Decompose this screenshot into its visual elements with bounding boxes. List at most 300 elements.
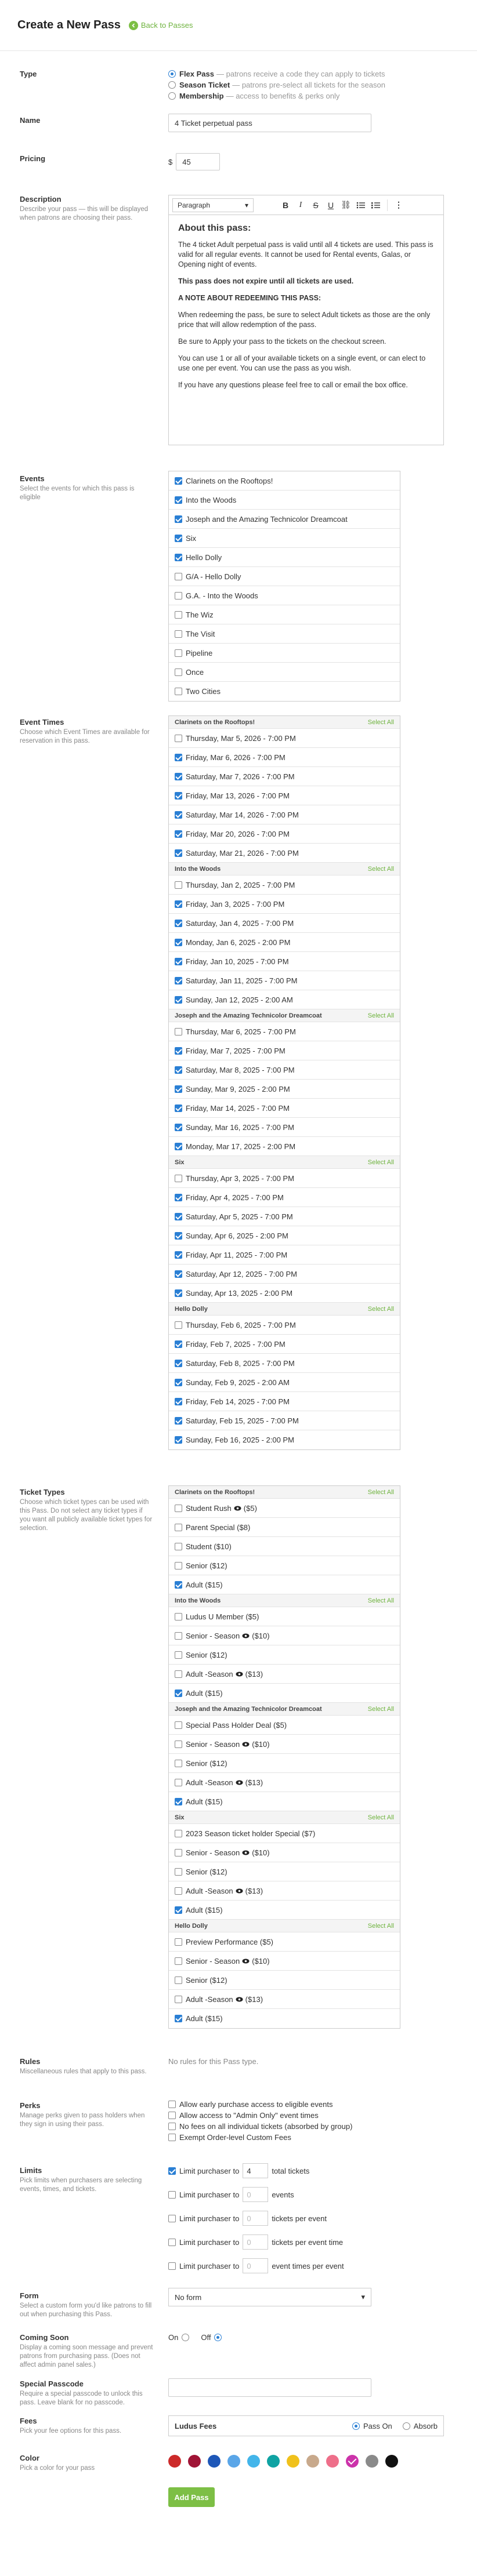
- checkbox[interactable]: [175, 1251, 182, 1259]
- perk-option[interactable]: [168, 2122, 400, 2131]
- checkbox[interactable]: [175, 1436, 182, 1444]
- event-time-label: Friday, Apr 11, 2025 - 7:00 PM: [186, 1250, 288, 1259]
- hidden-eye-icon: [236, 1997, 243, 2002]
- color-label: Color: [20, 2454, 39, 2462]
- ticket-type-item[interactable]: [169, 1518, 400, 1537]
- event-time-label: Friday, Mar 6, 2026 - 7:00 PM: [186, 753, 286, 762]
- event-checkbox-item[interactable]: [169, 624, 400, 644]
- ticket-type-item[interactable]: [169, 1932, 400, 1952]
- hidden-eye-icon: [242, 1959, 250, 1964]
- event-time-item[interactable]: [169, 914, 400, 933]
- checkbox[interactable]: [175, 1651, 182, 1659]
- ticket-type-item[interactable]: [169, 1607, 400, 1626]
- event-time-item[interactable]: [169, 1392, 400, 1411]
- event-time-item[interactable]: [169, 844, 400, 863]
- perk-label: Exempt Order-level Custom Fees: [179, 2133, 291, 2142]
- checkbox[interactable]: [175, 1505, 182, 1512]
- checkbox[interactable]: [175, 1047, 182, 1055]
- select-all-link[interactable]: Select All: [367, 1597, 394, 1604]
- event-checkbox-item[interactable]: [169, 529, 400, 548]
- editor-paragraph: This pass does not expire until all tickets are used.: [178, 277, 354, 285]
- select-all-link[interactable]: Select All: [367, 1488, 394, 1496]
- event-time-item[interactable]: [169, 824, 400, 844]
- ticket-type-label: 2023 Season ticket holder Special ($7): [186, 1829, 316, 1838]
- ticket-type-item[interactable]: [169, 1645, 400, 1665]
- event-times-list: [168, 715, 400, 1450]
- type-option[interactable]: [168, 70, 400, 78]
- event-checkbox-item[interactable]: [169, 586, 400, 605]
- ticket-type-item[interactable]: [169, 1754, 400, 1773]
- color-swatch[interactable]: [227, 2455, 240, 2468]
- select-all-link[interactable]: Select All: [367, 1012, 394, 1019]
- checkbox[interactable]: [168, 2101, 176, 2108]
- event-time-item[interactable]: [169, 1169, 400, 1188]
- checkbox[interactable]: [175, 1957, 182, 1965]
- absorb-radio[interactable]: [403, 2422, 410, 2430]
- ticket-type-item[interactable]: [169, 1901, 400, 1920]
- event-time-item[interactable]: [169, 1284, 400, 1303]
- form-select-value: No form: [175, 2292, 202, 2302]
- ticket-type-item[interactable]: [169, 1971, 400, 1990]
- pass-on-radio[interactable]: [352, 2422, 360, 2430]
- coming-soon-off-label: Off: [201, 2333, 211, 2342]
- limit-number-input[interactable]: 0: [243, 2187, 268, 2202]
- event-time-item[interactable]: [169, 805, 400, 824]
- ticket-type-label: Adult ($15): [186, 1797, 223, 1806]
- event-time-item[interactable]: [169, 990, 400, 1009]
- event-time-label: Saturday, Mar 21, 2026 - 7:00 PM: [186, 848, 299, 858]
- event-time-item[interactable]: [169, 767, 400, 786]
- limit-row: [168, 2210, 400, 2226]
- event-time-label: Thursday, Apr 3, 2025 - 7:00 PM: [186, 1173, 294, 1183]
- checkbox[interactable]: [175, 1613, 182, 1621]
- ticket-type-label: Student Rush: [186, 1503, 232, 1513]
- checkbox[interactable]: [175, 830, 182, 838]
- ticket-type-item[interactable]: [169, 1881, 400, 1901]
- limit-checkbox[interactable]: [168, 2239, 176, 2246]
- color-swatch[interactable]: [168, 2455, 181, 2468]
- currency-symbol: $: [168, 157, 173, 166]
- color-swatch[interactable]: [267, 2455, 280, 2468]
- name-input[interactable]: 4 Ticket perpetual pass: [168, 114, 371, 132]
- event-time-item[interactable]: [169, 1226, 400, 1245]
- checkbox[interactable]: [175, 1194, 182, 1201]
- description-help: Describe your pass — this will be displayed when patrons are choosing their pass.: [20, 206, 149, 221]
- ticket-type-item[interactable]: [169, 1843, 400, 1862]
- checkbox[interactable]: [175, 649, 182, 657]
- name-label: Name: [20, 116, 41, 125]
- event-checkbox-item[interactable]: [169, 548, 400, 567]
- checkbox[interactable]: [175, 1270, 182, 1278]
- ticket-type-item[interactable]: [169, 1575, 400, 1594]
- more-options-icon[interactable]: ⋮: [395, 200, 403, 209]
- event-checkbox-item[interactable]: [169, 682, 400, 701]
- type-option-name: Flex Pass: [179, 70, 214, 78]
- event-checkbox-item[interactable]: [169, 510, 400, 529]
- ticket-type-item[interactable]: [169, 2009, 400, 2028]
- color-swatch[interactable]: [208, 2455, 221, 2468]
- event-times-label: Event Times: [20, 718, 64, 726]
- ticket-group-header: [169, 1594, 400, 1607]
- checkbox[interactable]: [175, 535, 182, 542]
- ticket-type-label: Adult -Season: [186, 1886, 233, 1895]
- checkbox[interactable]: [175, 1066, 182, 1074]
- event-time-item[interactable]: [169, 875, 400, 895]
- ticket-type-label: Student ($10): [186, 1542, 232, 1551]
- limit-number-input[interactable]: 4: [243, 2163, 268, 2178]
- limit-prefix: Limit purchaser to: [179, 2261, 240, 2270]
- perk-option[interactable]: [168, 2133, 400, 2142]
- type-radio[interactable]: [168, 81, 176, 89]
- event-time-label: Saturday, Mar 14, 2026 - 7:00 PM: [186, 810, 299, 819]
- limit-checkbox[interactable]: [168, 2262, 176, 2270]
- checkbox[interactable]: [175, 1760, 182, 1767]
- color-swatch[interactable]: [188, 2455, 201, 2468]
- ticket-type-item[interactable]: [169, 1556, 400, 1575]
- event-time-item[interactable]: [169, 1099, 400, 1118]
- event-label: Joseph and the Amazing Technicolor Dreamcoat: [186, 514, 348, 524]
- ticket-type-item[interactable]: [169, 1716, 400, 1735]
- checkbox[interactable]: [175, 1721, 182, 1729]
- select-all-link[interactable]: Select All: [367, 1922, 394, 1930]
- checkbox[interactable]: [175, 920, 182, 927]
- checkbox[interactable]: [175, 1321, 182, 1329]
- ticket-types-list: [168, 1485, 400, 2029]
- event-time-label: Monday, Jan 6, 2025 - 2:00 PM: [186, 938, 291, 947]
- editor-paragraph: When redeeming the pass, be sure to select Adult tickets as those are the only price that will allow redemption of the pass.: [178, 311, 431, 329]
- event-checkbox-item[interactable]: [169, 567, 400, 586]
- events-label: Events: [20, 474, 45, 483]
- event-time-item[interactable]: [169, 1137, 400, 1156]
- event-time-item[interactable]: [169, 971, 400, 990]
- event-checkbox-item[interactable]: [169, 491, 400, 510]
- ticket-type-label: Adult -Season: [186, 1778, 233, 1787]
- description-editor: [168, 195, 444, 445]
- event-checkbox-item[interactable]: [169, 605, 400, 624]
- event-time-item[interactable]: [169, 1207, 400, 1226]
- limits-label: Limits: [20, 2166, 42, 2175]
- event-time-label: Friday, Jan 3, 2025 - 7:00 PM: [186, 899, 285, 909]
- add-pass-button[interactable]: Add Pass: [168, 2487, 215, 2507]
- event-time-item[interactable]: [169, 786, 400, 805]
- type-option-desc: — patrons pre-select all tickets for the season: [232, 81, 385, 89]
- checkbox[interactable]: [175, 1104, 182, 1112]
- checkbox[interactable]: [175, 1690, 182, 1697]
- checkbox[interactable]: [168, 2123, 176, 2130]
- ticket-type-price: ($10): [252, 1956, 270, 1965]
- event-time-label: Friday, Jan 10, 2025 - 7:00 PM: [186, 957, 289, 966]
- checkbox[interactable]: [175, 592, 182, 600]
- color-swatch[interactable]: [326, 2455, 339, 2468]
- event-time-item[interactable]: [169, 1316, 400, 1335]
- ticket-type-item[interactable]: [169, 1952, 400, 1971]
- checkbox[interactable]: [175, 811, 182, 819]
- underline-button[interactable]: U: [327, 200, 334, 210]
- checkbox[interactable]: [175, 1562, 182, 1569]
- event-time-item[interactable]: [169, 1411, 400, 1430]
- checkbox[interactable]: [175, 688, 182, 695]
- event-label: Once: [186, 667, 204, 677]
- checkbox[interactable]: [175, 1741, 182, 1748]
- limit-suffix: tickets per event: [272, 2214, 327, 2223]
- checkbox[interactable]: [175, 1849, 182, 1856]
- toolbar-divider: [387, 199, 388, 211]
- passcode-label: Special Passcode: [20, 2379, 84, 2388]
- ticket-type-item[interactable]: [169, 1862, 400, 1881]
- perk-label: Allow early purchase access to eligible events: [179, 2100, 333, 2109]
- checkbox[interactable]: [175, 1524, 182, 1531]
- event-time-item[interactable]: [169, 1022, 400, 1041]
- ticket-types-label: Ticket Types: [20, 1488, 65, 1496]
- perk-label: No fees on all individual tickets (absorbed by group): [179, 2122, 353, 2131]
- event-time-item[interactable]: [169, 1373, 400, 1392]
- limit-checkbox[interactable]: [168, 2167, 176, 2175]
- event-time-item[interactable]: [169, 1118, 400, 1137]
- paragraph-style-select[interactable]: Paragraph ▾: [172, 198, 254, 212]
- checkbox[interactable]: [175, 1360, 182, 1367]
- type-option[interactable]: [168, 92, 400, 100]
- checkbox[interactable]: [175, 792, 182, 800]
- color-swatch[interactable]: [385, 2455, 398, 2468]
- checkbox[interactable]: [175, 939, 182, 946]
- checkbox[interactable]: [175, 668, 182, 676]
- event-time-item[interactable]: [169, 1354, 400, 1373]
- type-radio[interactable]: [168, 92, 176, 100]
- color-swatch[interactable]: [287, 2455, 299, 2468]
- event-time-item[interactable]: [169, 1060, 400, 1080]
- select-all-link[interactable]: Select All: [367, 718, 394, 726]
- perk-option[interactable]: [168, 2100, 400, 2109]
- ticket-type-item[interactable]: [169, 1499, 400, 1518]
- checkbox[interactable]: [175, 2015, 182, 2022]
- numbered-list-icon[interactable]: [368, 198, 384, 212]
- event-time-label: Friday, Mar 20, 2026 - 7:00 PM: [186, 829, 290, 838]
- checkbox[interactable]: [175, 1213, 182, 1220]
- strikethrough-button[interactable]: S: [313, 200, 319, 210]
- event-label: Six: [186, 533, 197, 543]
- checkbox[interactable]: [175, 611, 182, 619]
- form-select[interactable]: [168, 2288, 371, 2306]
- limit-row: [168, 2258, 400, 2274]
- event-time-item[interactable]: [169, 952, 400, 971]
- event-time-item[interactable]: [169, 895, 400, 914]
- event-time-item[interactable]: [169, 1188, 400, 1207]
- event-time-item[interactable]: [169, 1430, 400, 1449]
- editor-paragraph: You can use 1 or all of your available tickets on a single event, or can elect to use one per event. You can use the pass as you wish.: [178, 354, 426, 372]
- checkbox[interactable]: [175, 1868, 182, 1876]
- event-label: G/A - Hello Dolly: [186, 572, 241, 581]
- event-time-label: Friday, Feb 14, 2025 - 7:00 PM: [186, 1397, 290, 1406]
- ticket-group-name: Joseph and the Amazing Technicolor Dreamcoat: [175, 1705, 322, 1713]
- checkbox[interactable]: [175, 849, 182, 857]
- event-time-label: Friday, Feb 7, 2025 - 7:00 PM: [186, 1339, 286, 1349]
- checkbox[interactable]: [175, 1830, 182, 1837]
- ticket-group-name: Into the Woods: [175, 1597, 221, 1604]
- select-all-link[interactable]: Select All: [367, 1814, 394, 1821]
- type-radio[interactable]: [168, 70, 176, 78]
- ticket-type-price: ($13): [245, 1886, 263, 1895]
- ticket-type-label: Adult ($15): [186, 1580, 223, 1589]
- checkbox[interactable]: [175, 496, 182, 504]
- ticket-type-item[interactable]: [169, 1824, 400, 1843]
- select-all-link[interactable]: Select All: [367, 865, 394, 873]
- checkbox[interactable]: [175, 773, 182, 780]
- ticket-type-item[interactable]: [169, 1990, 400, 2009]
- limit-number-input[interactable]: 0: [243, 2211, 268, 2226]
- checkbox[interactable]: [175, 1581, 182, 1589]
- event-time-item[interactable]: [169, 1335, 400, 1354]
- pass-on-label: Pass On: [363, 2421, 392, 2430]
- price-input[interactable]: 45: [176, 153, 220, 170]
- passcode-input[interactable]: [168, 2378, 371, 2397]
- event-checkbox-item[interactable]: [169, 471, 400, 491]
- event-time-item[interactable]: [169, 748, 400, 767]
- hidden-eye-icon: [234, 1506, 241, 1511]
- select-all-link[interactable]: Select All: [367, 1705, 394, 1713]
- event-label: Clarinets on the Rooftops!: [186, 476, 273, 485]
- checkbox[interactable]: [175, 1417, 182, 1425]
- fees-label: Fees: [20, 2417, 37, 2425]
- limit-number-input[interactable]: 0: [243, 2258, 268, 2273]
- limit-row: [168, 2234, 400, 2250]
- ticket-type-item[interactable]: [169, 1537, 400, 1556]
- checkbox[interactable]: [175, 754, 182, 761]
- hidden-eye-icon: [236, 1888, 243, 1894]
- type-label: Type: [20, 70, 37, 78]
- checkbox[interactable]: [175, 1289, 182, 1297]
- color-swatch[interactable]: [346, 2455, 359, 2468]
- checkbox[interactable]: [175, 996, 182, 1004]
- limit-number-input[interactable]: 0: [243, 2235, 268, 2250]
- color-swatch[interactable]: [366, 2455, 378, 2468]
- event-group-header: [169, 863, 400, 875]
- event-time-item[interactable]: [169, 1265, 400, 1284]
- editor-paragraph: The 4 ticket Adult perpetual pass is valid until all 4 tickets are used. This pass is valid for all regular events. It cannot be used for Rental events, Galas, or Opening night of events.: [178, 241, 433, 268]
- event-time-item[interactable]: [169, 1080, 400, 1099]
- checkbox[interactable]: [175, 1938, 182, 1946]
- ticket-type-item[interactable]: [169, 1735, 400, 1754]
- event-time-label: Thursday, Jan 2, 2025 - 7:00 PM: [186, 880, 295, 889]
- checkbox[interactable]: [175, 1379, 182, 1386]
- checkbox[interactable]: [175, 735, 182, 742]
- ticket-type-label: Adult ($15): [186, 1905, 223, 1914]
- checkbox[interactable]: [175, 1543, 182, 1550]
- checkbox[interactable]: [175, 900, 182, 908]
- checkbox[interactable]: [175, 1398, 182, 1405]
- select-all-link[interactable]: Select All: [367, 1305, 394, 1313]
- ticket-type-item[interactable]: [169, 1684, 400, 1703]
- checkbox[interactable]: [175, 1906, 182, 1914]
- event-label: The Visit: [186, 629, 215, 638]
- checkbox[interactable]: [175, 630, 182, 638]
- checkbox[interactable]: [175, 1976, 182, 1984]
- checkbox[interactable]: [175, 1175, 182, 1182]
- italic-button[interactable]: I: [299, 200, 302, 209]
- ticket-type-price: ($5): [243, 1503, 257, 1513]
- editor-paragraph: A NOTE ABOUT REDEEMING THIS PASS:: [178, 294, 321, 302]
- checkbox[interactable]: [175, 1996, 182, 2003]
- event-group-header: [169, 1303, 400, 1316]
- ticket-type-item[interactable]: [169, 1626, 400, 1645]
- checkbox[interactable]: [175, 515, 182, 523]
- description-label: Description: [20, 195, 62, 204]
- ticket-type-label: Senior ($12): [186, 1758, 227, 1768]
- event-time-item[interactable]: [169, 1041, 400, 1060]
- coming-soon-on-radio[interactable]: [182, 2334, 189, 2341]
- checkbox[interactable]: [175, 554, 182, 561]
- bulleted-list-icon[interactable]: [353, 198, 368, 212]
- event-time-item[interactable]: [169, 1245, 400, 1265]
- checkbox[interactable]: [175, 977, 182, 984]
- checkbox[interactable]: [175, 573, 182, 580]
- ticket-type-item[interactable]: [169, 1665, 400, 1684]
- limit-row: [168, 2186, 400, 2203]
- checkbox[interactable]: [168, 2134, 176, 2141]
- perk-option[interactable]: [168, 2111, 400, 2120]
- limit-checkbox[interactable]: [168, 2215, 176, 2222]
- event-checkbox-item[interactable]: [169, 663, 400, 682]
- event-time-label: Saturday, Jan 11, 2025 - 7:00 PM: [186, 976, 298, 985]
- limit-suffix: events: [272, 2190, 294, 2199]
- coming-soon-off-radio[interactable]: [214, 2334, 222, 2341]
- color-swatch[interactable]: [306, 2455, 319, 2468]
- limits-list: [168, 2163, 400, 2281]
- checkbox[interactable]: [175, 1232, 182, 1240]
- event-time-label: Monday, Mar 17, 2025 - 2:00 PM: [186, 1142, 296, 1151]
- event-time-item[interactable]: [169, 729, 400, 748]
- checkbox[interactable]: [175, 1340, 182, 1348]
- ticket-type-item[interactable]: [169, 1773, 400, 1792]
- limit-prefix: Limit purchaser to: [179, 2190, 240, 2199]
- checkbox[interactable]: [175, 1085, 182, 1093]
- type-option[interactable]: [168, 81, 400, 89]
- checkbox[interactable]: [175, 1887, 182, 1895]
- bold-button[interactable]: B: [282, 200, 289, 210]
- link-icon[interactable]: ⛓: [341, 200, 351, 209]
- event-time-item[interactable]: [169, 933, 400, 952]
- checkbox[interactable]: [175, 1798, 182, 1805]
- event-checkbox-item[interactable]: [169, 644, 400, 663]
- limit-checkbox[interactable]: [168, 2191, 176, 2199]
- event-time-label: Thursday, Feb 6, 2025 - 7:00 PM: [186, 1320, 296, 1329]
- page-title: Create a New Pass: [17, 19, 121, 31]
- checkbox[interactable]: [175, 958, 182, 965]
- type-option-name: Membership: [179, 92, 224, 100]
- event-time-label: Sunday, Apr 13, 2025 - 2:00 PM: [186, 1288, 293, 1298]
- checkbox[interactable]: [168, 2112, 176, 2119]
- event-time-label: Friday, Mar 14, 2025 - 7:00 PM: [186, 1103, 290, 1113]
- checkbox[interactable]: [175, 881, 182, 889]
- limits-help: Pick limits when purchasers are selecting events, times, and tickets.: [20, 2177, 142, 2193]
- chevron-down-icon: ▾: [244, 201, 248, 209]
- ticket-type-item[interactable]: [169, 1792, 400, 1811]
- events-list: [168, 471, 400, 702]
- ticket-type-label: Adult ($15): [186, 2014, 223, 2023]
- checkbox[interactable]: [175, 1124, 182, 1131]
- checkbox[interactable]: [175, 1670, 182, 1678]
- checkbox[interactable]: [175, 1779, 182, 1786]
- editor-content[interactable]: [169, 215, 443, 405]
- event-group-name: Joseph and the Amazing Technicolor Dreamcoat: [175, 1012, 322, 1019]
- ticket-type-price: ($13): [245, 1994, 263, 2004]
- checkbox[interactable]: [175, 477, 182, 485]
- checkbox[interactable]: [175, 1632, 182, 1640]
- color-swatch[interactable]: [247, 2455, 260, 2468]
- select-all-link[interactable]: Select All: [367, 1158, 394, 1166]
- checkbox[interactable]: [175, 1143, 182, 1150]
- back-to-passes-link[interactable]: [129, 21, 193, 30]
- checkbox[interactable]: [175, 1028, 182, 1036]
